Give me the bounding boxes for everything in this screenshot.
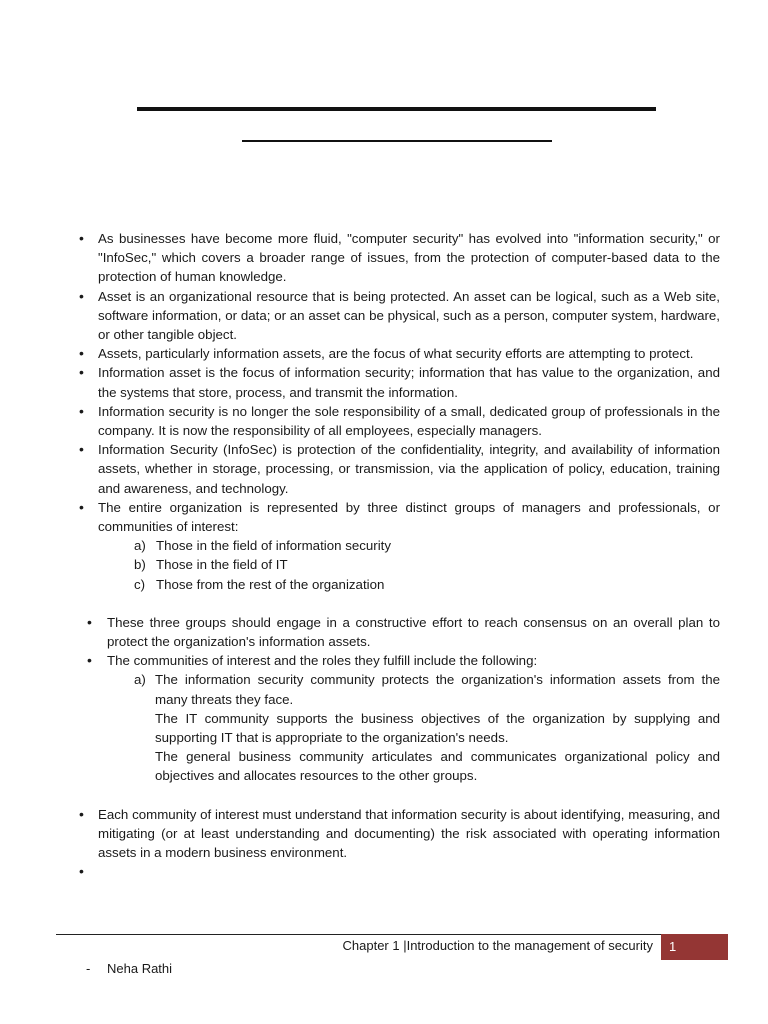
community-text: Those in the field of IT [156,557,288,573]
bullet-list-bottom [0,805,768,882]
footer-chapter-title: Chapter 1 |Introduction to the management of security [342,938,653,953]
community-item [0,575,768,594]
list-marker: a) [134,672,146,688]
bullet-item: • Assets, particularly information assets, are the focus of what security efforts are attempting to protect. [0,344,768,363]
bullet-item: • The entire organization is represented by three distinct groups of managers and professionals, or communities of interest: [0,498,768,536]
bullet-list-mid [0,613,768,671]
bullet-item: • Information asset is the focus of information security; information that has value to the organization, and the systems that store, process, and transmit the information. [0,363,768,401]
author-dash: - [86,961,91,976]
community-text: Those from the rest of the organization [156,576,385,592]
communities-list [0,536,768,594]
empty-bullet-item [0,862,768,881]
community-text: Those in the field of information security [156,538,392,554]
roles-item [0,670,768,785]
author-name: Neha Rathi [107,961,173,976]
role-paragraph: The information security community protects the organization's information assets from the many threats they face. [155,672,720,707]
bullet-item: • As businesses have become more fluid, "computer security" has evolved into "information security," or "InfoSec," which covers a broader range of issues, from the protection of computer-based data to the protection of human knowledge. [0,229,768,287]
bullet-list-top [0,229,768,536]
role-paragraph: The IT community supports the business objectives of the organization by supplying and supporting IT that is appropriate to the organization's needs. [155,710,720,746]
footer-rule [56,934,728,935]
bullet-item: • Information Security (InfoSec) is protection of the confidentiality, integrity, and availability of information assets, whether in storage, processing, or transmission, via the application of policy, education, training and awareness, and technology. [0,440,768,498]
bullet-item: • Asset is an organizational resource that is being protected. An asset can be logical, such as a Web site, software information, or data; or an asset can be physical, such as a person, computer system, hardware, or other tangible object. [0,287,768,345]
page-number-box [661,934,728,960]
role-paragraph: The general business community articulates and communicates organizational policy and objectives and allocates resources to the other groups. [155,749,720,784]
bullet-item: • The communities of interest and the roles they fulfill include the following: [0,651,768,670]
list-marker: b) [134,557,146,573]
community-item [0,555,768,574]
document-body [0,229,768,881]
title-rule-top [137,107,656,111]
page-number: 1 [669,939,677,954]
list-marker: c) [134,576,146,592]
title-rule-bottom [242,140,552,142]
bullet-item: • Information security is no longer the sole responsibility of a small, dedicated group of professionals in the company. It is now the responsibility of all employees, especially managers. [0,402,768,440]
bullet-item: • These three groups should engage in a constructive effort to reach consensus on an overall plan to protect the organization's information assets. [0,613,768,651]
list-marker: a) [134,538,146,554]
community-item [0,536,768,555]
bullet-item: • Each community of interest must understand that information security is about identifying, measuring, and mitigating (or at least understanding and documenting) the risk associated with operating information assets in a modern business environment. [0,805,768,863]
